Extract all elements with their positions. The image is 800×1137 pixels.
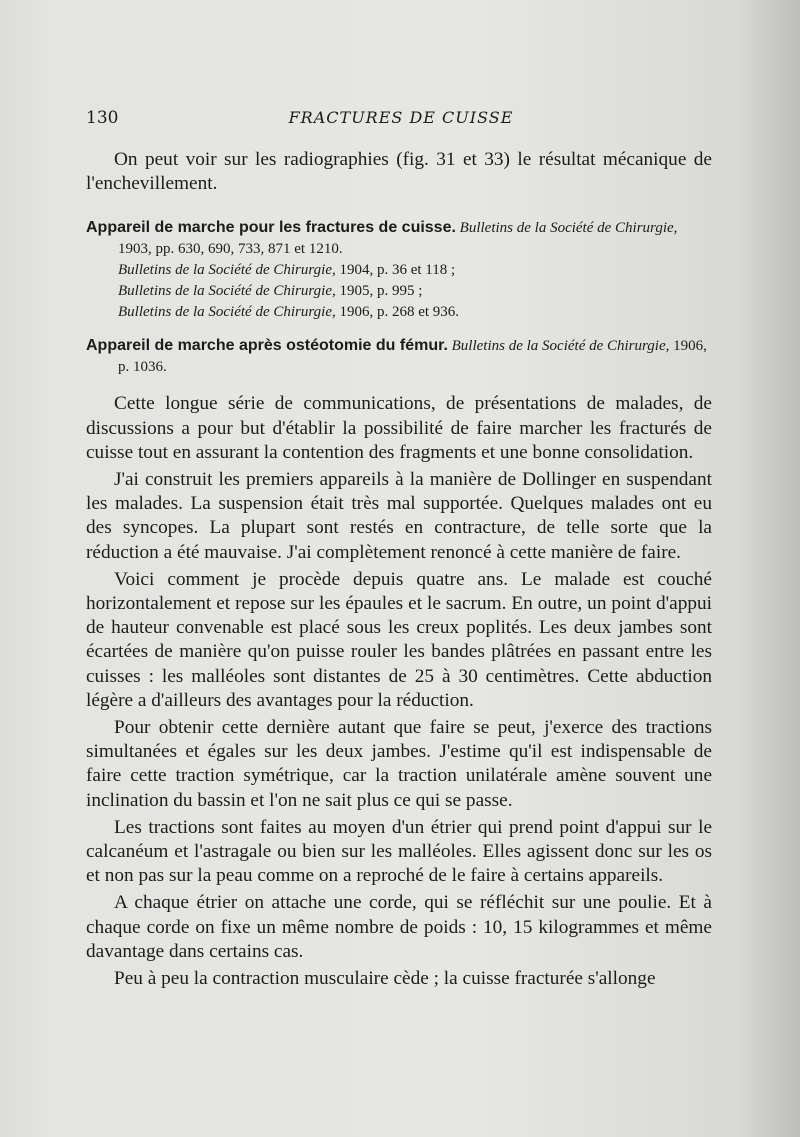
reference-title: Appareil de marche pour les fractures de cuisse. [86,219,456,237]
reference-extra-line: Bulletins de la Société de Chirurgie, 1904, p. 36 et 118 ; [118,262,456,279]
body-paragraph: Pour obtenir cette dernière autant que faire se peut, j'exerce des tractions simultanées et égales sur les deux jambes. J'estime qu'il est indispensable de faire cette traction symétrique, car la traction unilatérale amène souvent une inclination du bassin et l'on ne sait plus ce qui se passe. [86,717,712,811]
body-paragraph: J'ai construit les premiers appareils à la manière de Dollinger en suspendant les malades. La suspension était très mal supportée. Quelques malades ont eu des syncopes. La plupart sont restés en contracture, de telle sorte que la réduction a été mauvaise. J'ai complètement renoncé à cette manière de faire. [86,469,712,563]
page-body [86,148,712,991]
body-paragraph: A chaque étrier on attache une corde, qui se réfléchit sur une poulie. Et à chaque corde on fixe un même nombre de poids : 10, 15 kilogrammes et même davantage dans certains cas. [86,892,712,962]
body-paragraph: Voici comment je procède depuis quatre ans. Le malade est couché horizontalement et repose sur les épaules et le sacrum. En outre, un point d'appui de hauteur convenable est placé sous les creux poplités. Les deux jambes sont écartées de manière qu'on puisse rouler les bandes plâtrées en passant entre les cuisses : les malléoles sont distantes de 25 à 30 centimètres. Cette abduction légère a d'ailleurs des avantages pour la réduction. [86,568,712,711]
body-paragraph: Cette longue série de communications, de présentations de malades, de discussions a pour but d'établir la possibilité de faire marcher les fracturés de cuisse tout en assurant la contention des fragments et une bonne consolidation. [86,393,712,463]
page-header [86,108,716,136]
reference-detail: 1906, p. 1036. [118,338,707,376]
page-number: 130 [86,108,119,128]
reference-source: Bulletins de la Société de Chirurgie, [451,338,670,355]
intro-paragraph: On peut voir sur les radiographies (fig. 31 et 33) le résultat mécanique de l'enchevillement. [86,149,712,195]
reference-2 [86,335,712,378]
reference-extra-line: Bulletins de la Société de Chirurgie, 1905, p. 995 ; [118,283,423,300]
reference-1 [86,217,712,323]
reference-extra-line: Bulletins de la Société de Chirurgie, 1906, p. 268 et 936. [118,304,460,321]
body-paragraph: Peu à peu la contraction musculaire cède ; la cuisse fracturée s'allonge [114,968,656,990]
body-paragraph: Les tractions sont faites au moyen d'un étrier qui prend point d'appui sur le calcanéum et l'astragale ou bien sur les malléoles. Elles agissent donc sur les os et non pas sur la peau comme on a reproché de le faire à certains appareils. [86,816,712,887]
reference-source: Bulletins de la Société de Chirurgie, [459,220,678,237]
reference-detail: 1903, pp. 630, 690, 733, 871 et 1210. [118,241,343,258]
reference-title: Appareil de marche après ostéotomie du fémur. [86,337,448,355]
running-title: FRACTURES DE CUISSE [288,108,514,127]
